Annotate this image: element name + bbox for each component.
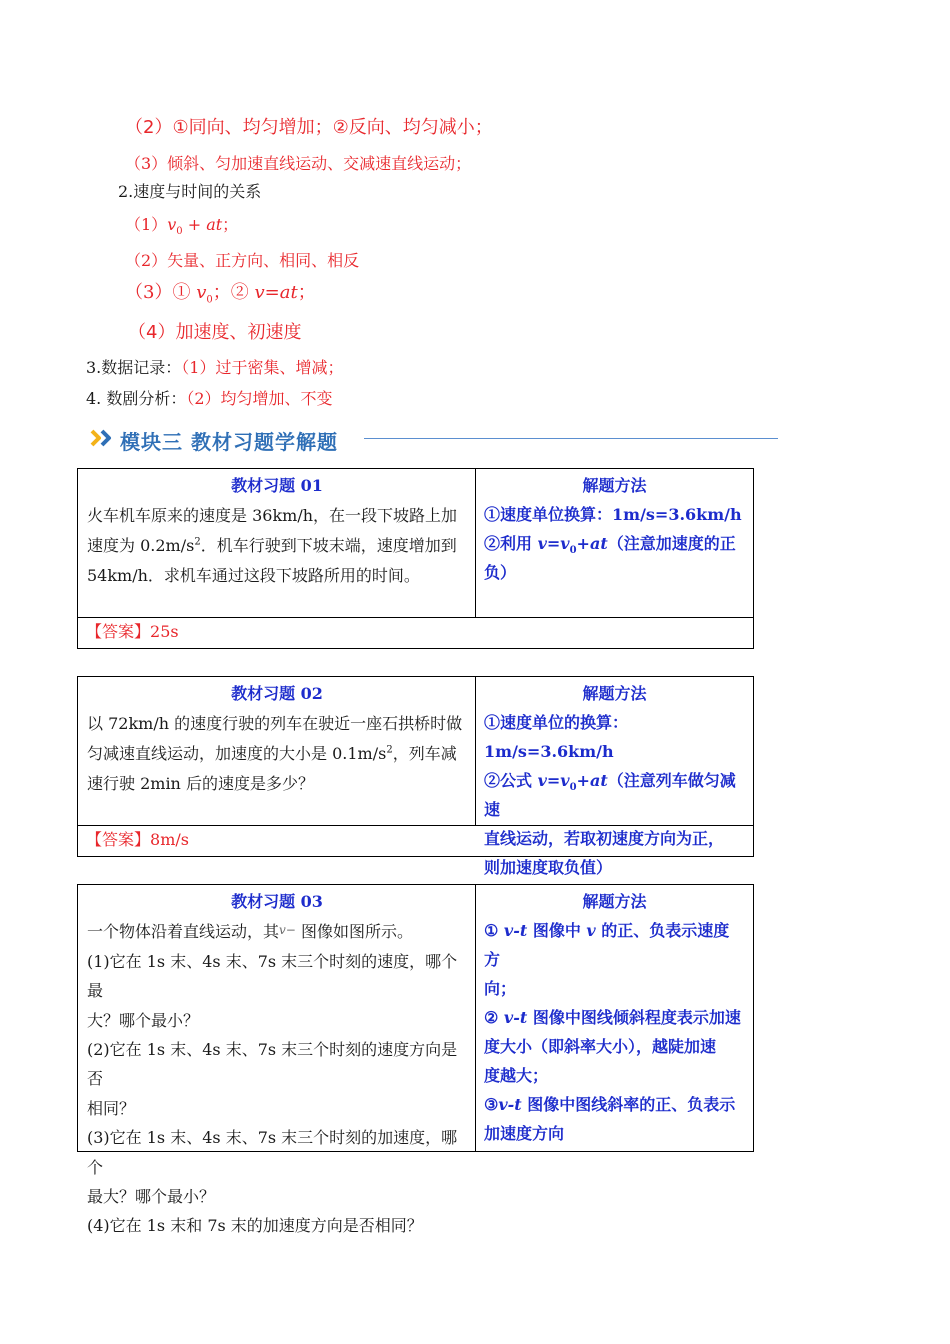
method-line: 向；: [484, 979, 517, 998]
text: （注意列车做匀减速: [484, 771, 736, 819]
formula: +at: [576, 534, 608, 553]
method-line: ①速度单位的换算：1m/s=3.6km/h: [484, 713, 629, 761]
text: ②: [484, 1008, 504, 1027]
text: ，列车减: [392, 744, 457, 763]
sub-0: 0: [176, 226, 183, 238]
question-line: (3)它在 1s 末、4s 末、7s 末三个时刻的加速度，哪个: [87, 1128, 458, 1177]
question-line: (4)它在 1s 末和 7s 末的加速度方向是否相同？: [87, 1216, 423, 1236]
text: ②公式: [484, 771, 538, 790]
text: 图像中: [527, 921, 587, 940]
question-heading: 教材习题 01: [231, 476, 323, 495]
method-line: 度大小（即斜率大小），越陡加速: [484, 1037, 717, 1056]
at-symbol: at: [206, 215, 223, 234]
text: 匀减速直线运动，加速度的大小是 0.1m/s: [87, 744, 387, 763]
sup: 2: [194, 536, 201, 548]
answer-line-3-2: （2）矢量、正方向、相同、相反: [125, 251, 360, 270]
section-2-heading: 2.速度与时间的关系: [118, 182, 262, 201]
formula: v=at: [254, 282, 298, 303]
section-4-label: 4. 数剧分析：: [86, 389, 187, 408]
plus: +: [182, 215, 207, 234]
end: ；: [297, 282, 316, 303]
exercise-table-02: [77, 676, 754, 877]
formula: v-t: [498, 1095, 522, 1114]
v-symbol: v: [196, 282, 207, 303]
answer-line-3-4: （4）加速度、初速度: [128, 322, 302, 343]
formula: +at: [576, 771, 608, 790]
text: ①: [484, 921, 504, 940]
question-line: (2)它在 1s 末、4s 末、7s 末三个时刻的速度方向是否: [87, 1040, 458, 1089]
v-symbol: v: [167, 215, 177, 234]
answer-line-3-3: [125, 282, 316, 306]
answer-label: 【答案】: [86, 830, 151, 849]
text: ②利用: [484, 534, 538, 553]
method-cell: [476, 469, 753, 617]
sup: 2: [386, 744, 393, 756]
question-line: [87, 531, 467, 561]
sub: 0: [569, 545, 577, 557]
method-line: 负）: [484, 563, 517, 582]
question-line: 大？哪个最小？: [87, 1010, 200, 1030]
question-cell: [78, 885, 476, 1236]
module-title: 模块三 教材习题学解题: [120, 430, 338, 454]
formula: v=v: [537, 771, 570, 790]
answer-value: 25s: [150, 622, 179, 641]
section-3-line: [86, 358, 343, 378]
answer-line-2-2: （2）①同向、均匀增加；②反向、均匀减小；: [125, 117, 493, 138]
text: 的正、负表示速度方: [484, 921, 730, 969]
method-heading: 解题方法: [582, 892, 647, 911]
answer-label: 【答案】: [86, 622, 151, 641]
question-heading: 教材习题 03: [231, 892, 323, 911]
question-heading: 教材习题 02: [231, 684, 323, 703]
section-4-line: [86, 389, 333, 409]
text: 一个物体沿着直线运动，其: [87, 922, 280, 942]
sub-0: 0: [206, 294, 213, 306]
vt-symbol: v−: [279, 923, 296, 938]
formula: v: [586, 921, 596, 940]
mid: ；②: [212, 282, 255, 303]
text: ③: [484, 1095, 499, 1114]
question-cell: [78, 469, 476, 617]
question-line: 相同？: [87, 1098, 136, 1118]
method-heading: 解题方法: [582, 476, 647, 495]
answer-line-3-1: [125, 215, 239, 238]
module-rule: [364, 438, 778, 439]
method-line: [484, 766, 745, 824]
method-heading: 解题方法: [582, 684, 647, 703]
method-line: 度越大；: [484, 1066, 549, 1085]
method-line: 直线运动，若取初速度方向为正，: [484, 829, 725, 848]
section-3-label: 3.数据记录：: [86, 358, 182, 377]
prefix: （3）①: [125, 282, 197, 303]
text: ．机车行驶到下坡末端，速度增加到: [200, 536, 457, 555]
answer-line-2-3: （3）倾斜、匀加速直线运动、交减速直线运动；: [125, 154, 472, 173]
method-line: 加速度方向: [484, 1124, 565, 1143]
method-cell: [476, 885, 753, 1151]
end: ；: [222, 215, 239, 234]
method-line: ①速度单位换算：1m/s=3.6km/h: [484, 505, 742, 524]
question-line: (1)它在 1s 末、4s 末、7s 末三个时刻的速度，哪个最: [87, 951, 458, 1001]
question-line: 以 72km/h 的速度行驶的列车在驶近一座石拱桥时做: [87, 714, 463, 733]
answer-row: [78, 617, 753, 648]
formula: v-t: [503, 1008, 528, 1027]
method-line: [484, 529, 745, 558]
question-line: 速行驶 2min 后的速度是多少？: [87, 774, 314, 793]
formula: v=v: [537, 534, 570, 553]
question-line: 火车机车原来的速度是 36km/h，在一段下坡路上加: [87, 506, 458, 525]
method-line: 则加速度取负值）: [484, 858, 613, 877]
exercise-table-03: [77, 884, 754, 1236]
section-3-answer: （1）过于密集、增减；: [181, 358, 344, 377]
method-line: [484, 916, 745, 974]
prefix: （1）: [125, 215, 168, 234]
text: 图像中图线倾斜程度表示加速: [527, 1008, 741, 1027]
method-cell: [476, 677, 753, 877]
double-chevron-icon: [90, 428, 116, 448]
method-line: [484, 1090, 745, 1119]
method-line: [484, 1003, 745, 1032]
question-cell: [78, 677, 476, 825]
module-header: [88, 424, 698, 454]
text: 速度为 0.2m/s: [87, 536, 195, 555]
question-line: 54km/h．求机车通过这段下坡路所用的时间。: [87, 566, 420, 585]
question-line: [87, 916, 467, 946]
question-line: 最大？哪个最小？: [87, 1187, 216, 1207]
section-4-answer: （2）均匀增加、不变: [186, 389, 333, 408]
text: 图像中图线斜率的正、负表示: [521, 1095, 736, 1114]
sub: 0: [569, 782, 577, 794]
text: 图像如图所示。: [295, 922, 413, 942]
formula: v-t: [503, 921, 528, 940]
exercise-table-01: [77, 468, 754, 649]
text: （注意加速度的正: [607, 534, 736, 553]
question-line: [87, 739, 467, 769]
answer-value: 8m/s: [150, 830, 189, 849]
